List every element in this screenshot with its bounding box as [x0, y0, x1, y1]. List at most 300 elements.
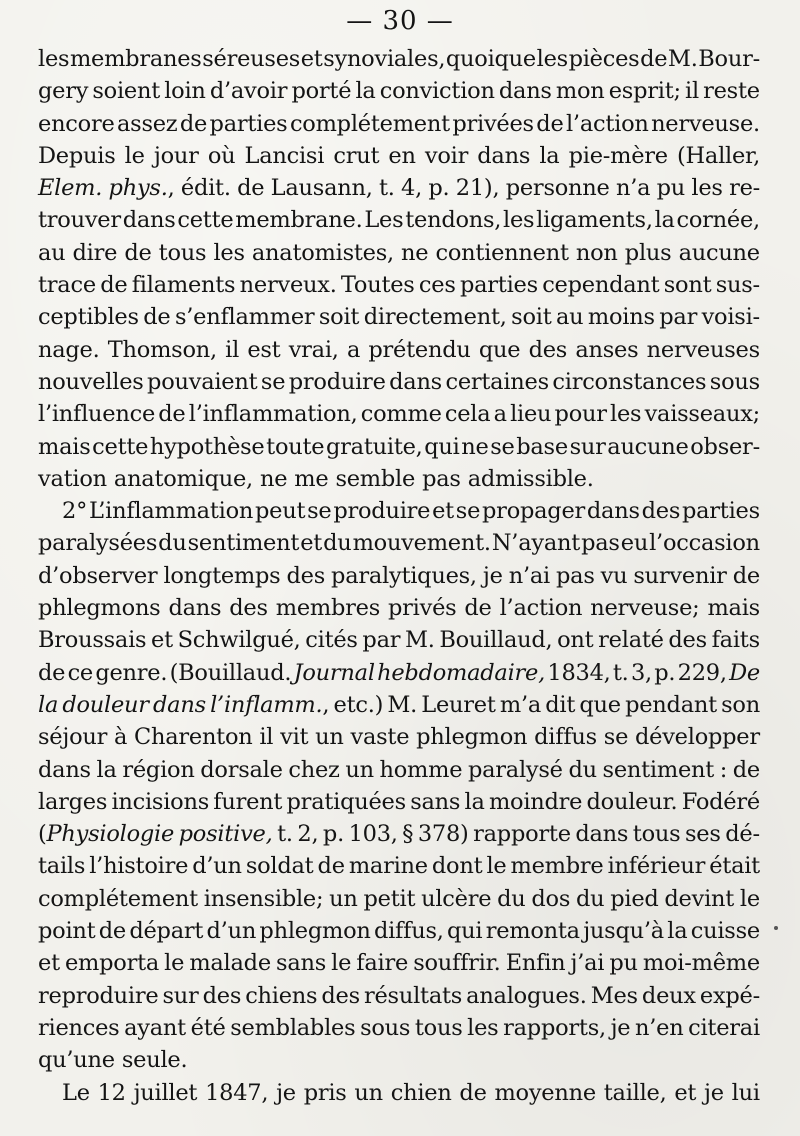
word: ce	[67, 659, 93, 686]
word: la	[355, 78, 376, 105]
word: soit	[318, 304, 360, 331]
text-line	[38, 947, 760, 979]
word: voisi-	[701, 304, 760, 331]
word: soldat	[245, 853, 314, 880]
word: qui	[424, 433, 460, 460]
word: vaste	[350, 724, 410, 751]
word: dans	[477, 142, 531, 169]
word: esprit;	[608, 78, 681, 105]
word: de	[536, 110, 564, 137]
word: vation	[38, 465, 107, 492]
text-line	[38, 237, 760, 269]
word: citerai	[688, 1014, 760, 1041]
word: a	[493, 401, 507, 428]
word: anses	[575, 336, 639, 363]
word: douleur.	[586, 788, 678, 815]
word: p.	[654, 659, 676, 686]
word: dit	[545, 691, 576, 718]
word: pu	[609, 950, 638, 977]
page-number: — 30 —	[346, 6, 454, 36]
word: ne	[461, 433, 489, 460]
word: j’ai	[570, 950, 605, 977]
word: que	[579, 691, 621, 718]
word: chiens	[245, 982, 318, 1009]
word: riences	[38, 1014, 120, 1041]
word: juillet	[133, 1079, 198, 1106]
word: 2°	[62, 498, 88, 525]
word: n’ai	[508, 562, 550, 589]
word: que	[478, 336, 521, 363]
word: diffus,	[373, 918, 444, 945]
word: du	[158, 530, 187, 557]
word: dans	[498, 78, 552, 105]
word: l’action	[499, 595, 583, 622]
word: tous	[414, 1014, 463, 1041]
word: remonta	[485, 918, 580, 945]
word: paralytiques,	[331, 562, 477, 589]
text-line	[38, 172, 760, 204]
word: malade	[189, 950, 271, 977]
word: ayant	[124, 1014, 186, 1041]
word: le	[164, 950, 185, 977]
word: 1834,	[547, 659, 611, 686]
word: m’a	[499, 691, 542, 718]
text-line	[38, 495, 760, 527]
word: paralysées	[38, 530, 158, 557]
word: pied	[610, 885, 659, 912]
word: tous	[632, 821, 681, 848]
word: 1847,	[205, 1079, 269, 1106]
word: lieu	[510, 401, 552, 428]
word: chez	[288, 756, 340, 783]
word: sur	[569, 433, 606, 460]
word: moindre	[488, 788, 583, 815]
word: tails	[38, 853, 86, 880]
word: complétement	[38, 885, 198, 912]
word: Bour-	[698, 46, 760, 72]
word: synoviales,	[323, 46, 446, 72]
word: où	[207, 142, 236, 169]
word: sur	[162, 982, 199, 1009]
word: petit	[363, 885, 416, 912]
word: résultats	[363, 982, 463, 1009]
word: l’influence	[38, 401, 156, 428]
text-line	[38, 43, 760, 75]
word: N’ayant	[491, 530, 581, 557]
word: analogues.	[466, 982, 587, 1009]
word: des	[229, 595, 268, 622]
word: des	[286, 562, 326, 589]
word: de	[98, 918, 126, 945]
word: il	[685, 78, 699, 105]
word: le	[124, 142, 145, 169]
word: dans	[168, 595, 222, 622]
word: se	[260, 368, 286, 395]
word: L’inflammation	[88, 498, 254, 525]
word: de	[158, 401, 186, 428]
word: je	[482, 562, 503, 589]
word: vrai,	[288, 336, 339, 363]
word: Leuret	[421, 691, 496, 718]
word: peut	[254, 498, 306, 525]
word: sentiment	[602, 756, 715, 783]
word: la	[96, 756, 117, 783]
text-line	[38, 140, 760, 172]
word: survenir	[633, 562, 727, 589]
word: le	[331, 950, 352, 977]
word: du	[575, 885, 605, 912]
word: certaines	[445, 368, 549, 395]
word: nage.	[38, 336, 100, 363]
word: membrane.	[235, 207, 363, 234]
word: cette	[177, 207, 234, 234]
word: rapports,	[503, 1014, 606, 1041]
margin-ink-spot	[774, 926, 778, 930]
word: d’un	[206, 918, 257, 945]
text-line	[38, 204, 760, 236]
word: parties	[459, 272, 538, 299]
word: se	[455, 498, 481, 525]
word: Charenton	[134, 724, 253, 751]
text-line	[38, 334, 760, 366]
word: (Physiologie	[38, 821, 175, 848]
word: de	[179, 110, 208, 137]
word: propager	[482, 498, 586, 525]
word: p.	[322, 821, 344, 848]
word: larges	[38, 788, 108, 815]
word: de	[100, 272, 128, 299]
word: et	[674, 1079, 697, 1106]
word: moi-même	[642, 950, 760, 977]
word: pas	[556, 562, 595, 589]
word: de	[38, 659, 66, 686]
word: 12	[97, 1079, 126, 1106]
word: par	[362, 627, 401, 654]
word: au	[38, 239, 66, 266]
word: pie-mère	[568, 142, 668, 169]
word: l’action	[565, 110, 649, 137]
word: rapporte	[473, 821, 571, 848]
text-line	[38, 883, 760, 915]
word: me	[294, 465, 329, 492]
text-line	[38, 398, 760, 430]
word: membre	[510, 853, 604, 880]
word: paralysé	[467, 756, 563, 783]
word: parties	[209, 110, 288, 137]
word: M.	[387, 691, 418, 718]
word: reste	[703, 78, 760, 105]
word: est	[247, 336, 281, 363]
word: pris	[303, 1079, 347, 1106]
word: t.	[612, 659, 629, 686]
word: était	[709, 853, 760, 880]
word: vu	[600, 562, 628, 589]
word: dorsale	[200, 756, 283, 783]
word: a	[346, 336, 361, 363]
word: et	[300, 46, 323, 72]
word: s’enflammer	[174, 304, 315, 331]
word: diffus	[534, 724, 597, 751]
word: et	[432, 498, 454, 525]
word: Lausann,	[270, 175, 373, 202]
word: vaisseaux;	[644, 401, 760, 428]
word: un	[329, 885, 358, 912]
word: des	[321, 982, 360, 1009]
word: Toutes	[340, 272, 415, 299]
word: et	[300, 530, 323, 557]
word: eu	[620, 530, 649, 557]
text-line	[38, 850, 760, 882]
word: de	[143, 304, 171, 331]
text-line	[38, 657, 760, 689]
word: ces	[418, 272, 456, 299]
word: la	[654, 207, 675, 234]
word: je	[704, 1079, 724, 1106]
word: se	[490, 433, 515, 460]
word: loin	[164, 78, 206, 105]
word: produire	[333, 498, 431, 525]
word: Broussais	[38, 627, 147, 654]
word: hebdomadaire,	[377, 659, 546, 686]
word: obser-	[690, 433, 760, 460]
word: pas	[422, 465, 461, 492]
word: des	[641, 498, 681, 525]
word: privées	[452, 110, 534, 137]
word: non	[575, 239, 618, 266]
word: d’avoir	[209, 78, 288, 105]
word: dos	[531, 885, 571, 912]
word: dans	[575, 821, 629, 848]
word: faire	[356, 950, 409, 977]
word: tous	[158, 239, 207, 266]
word: admissible.	[467, 465, 594, 492]
word: dans	[38, 756, 91, 783]
word: les	[503, 207, 535, 234]
word: il	[225, 336, 240, 363]
word: voir	[424, 142, 469, 169]
word: les	[610, 401, 642, 428]
word: de	[459, 1079, 487, 1106]
word: taille,	[603, 1079, 667, 1106]
word: un	[345, 756, 374, 783]
word: cependant	[542, 272, 660, 299]
word: un	[354, 1079, 383, 1106]
word: sous	[709, 368, 760, 395]
word: été	[190, 1014, 226, 1041]
word: inférieur	[607, 853, 706, 880]
word: 103,	[348, 821, 398, 848]
word: douleur	[62, 691, 149, 718]
word: d’un	[192, 853, 242, 880]
word: de	[640, 46, 668, 72]
word: vit	[280, 724, 309, 751]
word: mouvement.	[352, 530, 491, 557]
word: De	[729, 659, 760, 686]
word: t.	[277, 821, 293, 848]
word: Elem.	[38, 175, 103, 202]
word: phys.,	[108, 175, 175, 202]
word: M.	[667, 46, 698, 72]
word: il	[259, 724, 274, 751]
word: ligaments,	[536, 207, 653, 234]
word: seule.	[121, 1047, 188, 1074]
word: directement,	[363, 304, 507, 331]
text-line	[38, 980, 760, 1012]
word: furent	[213, 788, 283, 815]
word: deux	[641, 982, 696, 1009]
word: pièces	[568, 46, 640, 72]
word: à	[113, 724, 128, 751]
word: Schwilgué,	[177, 627, 301, 654]
word: de	[237, 175, 265, 202]
word: de	[124, 239, 152, 266]
word: pour	[554, 401, 607, 428]
word: ses	[685, 821, 721, 848]
word: la	[464, 788, 485, 815]
word: parties	[681, 498, 760, 525]
word: par	[659, 304, 698, 331]
text-line	[38, 786, 760, 818]
word: Lancisi	[244, 142, 325, 169]
word: lui	[731, 1079, 760, 1106]
text-line	[38, 689, 760, 721]
word: nerveuse.	[651, 110, 760, 137]
word: ulcère	[421, 885, 492, 912]
word: ne	[259, 465, 288, 492]
word: et	[151, 627, 173, 654]
text-line	[38, 1077, 760, 1109]
word: genre.	[95, 659, 168, 686]
word: ne	[401, 239, 429, 266]
word: l’inflammation,	[188, 401, 358, 428]
word: pendant	[625, 691, 717, 718]
word: sans	[410, 788, 461, 815]
word: au	[556, 304, 584, 331]
word: membranes	[69, 46, 202, 72]
word: mais	[38, 433, 91, 460]
word: Journal	[293, 659, 375, 686]
word: assez	[116, 110, 178, 137]
word: devint	[664, 885, 735, 912]
word: quoique	[445, 46, 536, 72]
word: des	[668, 627, 707, 654]
word: anatomistes,	[251, 239, 394, 266]
word: n’en	[635, 1014, 684, 1041]
word: le	[486, 853, 507, 880]
word: développer	[635, 724, 760, 751]
word: Fodéré	[681, 788, 760, 815]
word: 21),	[455, 175, 500, 202]
word: (Bouillaud.	[169, 659, 292, 686]
word: semble	[335, 465, 416, 492]
word: édit.	[180, 175, 231, 202]
word: en	[388, 142, 416, 169]
word: (Haller,	[677, 142, 760, 169]
word: soient	[92, 78, 161, 105]
word: contiennent	[435, 239, 569, 266]
word: Thomson,	[107, 336, 217, 363]
word: et	[38, 950, 60, 977]
word: je	[610, 1014, 631, 1041]
word: aucune	[678, 239, 760, 266]
word: région	[122, 756, 195, 783]
word: qu’une	[38, 1047, 115, 1074]
word: de	[732, 756, 760, 783]
word: ceptibles	[38, 304, 139, 331]
text-line	[38, 560, 760, 592]
word: insensible;	[203, 885, 324, 912]
word: pratiquées	[286, 788, 406, 815]
word: Mes	[590, 982, 638, 1009]
word: base	[516, 433, 568, 460]
word: cuisse	[690, 918, 760, 945]
word: les	[691, 175, 723, 202]
word: cela	[444, 401, 491, 428]
word: incisions	[111, 788, 209, 815]
word: soit	[511, 304, 552, 331]
word: cités	[305, 627, 358, 654]
word: encore	[38, 110, 115, 137]
word: 2,	[297, 821, 319, 848]
word: personne	[505, 175, 610, 202]
word: d’observer	[38, 562, 158, 589]
word: expé-	[699, 982, 760, 1009]
word: trace	[38, 272, 96, 299]
word: marine	[348, 853, 428, 880]
word: relaté	[598, 627, 664, 654]
word: des	[202, 982, 242, 1009]
word: mon	[555, 78, 605, 105]
word: la	[38, 691, 59, 718]
word: t.	[378, 175, 395, 202]
word: filaments	[131, 272, 236, 299]
word: dans	[122, 207, 176, 234]
word: hypothèse	[149, 433, 265, 460]
word: départ	[129, 918, 204, 945]
word: jusqu’à	[583, 918, 664, 945]
word: les	[213, 239, 245, 266]
word: gery	[38, 78, 89, 105]
word: cette	[92, 433, 149, 460]
text-line	[38, 592, 760, 624]
word: 4,	[401, 175, 423, 202]
word: séjour	[38, 724, 108, 751]
word: anatomique,	[113, 465, 253, 492]
word: souffrir.	[413, 950, 501, 977]
word: la	[539, 142, 560, 169]
word: des	[528, 336, 568, 363]
word: comme	[360, 401, 442, 428]
text-line	[38, 431, 760, 463]
word: prétendu	[368, 336, 471, 363]
word: sans	[276, 950, 327, 977]
word: privés	[388, 595, 457, 622]
word: re-	[729, 175, 760, 202]
word: Enfin	[505, 950, 566, 977]
word: etc.)	[333, 691, 384, 718]
word: dire	[72, 239, 118, 266]
word: de	[732, 562, 760, 589]
word: crut	[333, 142, 380, 169]
word: phlegmons	[38, 595, 161, 622]
word: l’histoire	[89, 853, 189, 880]
word: §	[402, 821, 414, 848]
word: de	[464, 595, 492, 622]
word: pu	[656, 175, 686, 202]
word: semblables	[230, 1014, 356, 1041]
word: les	[536, 46, 568, 72]
word: pas	[581, 530, 620, 557]
